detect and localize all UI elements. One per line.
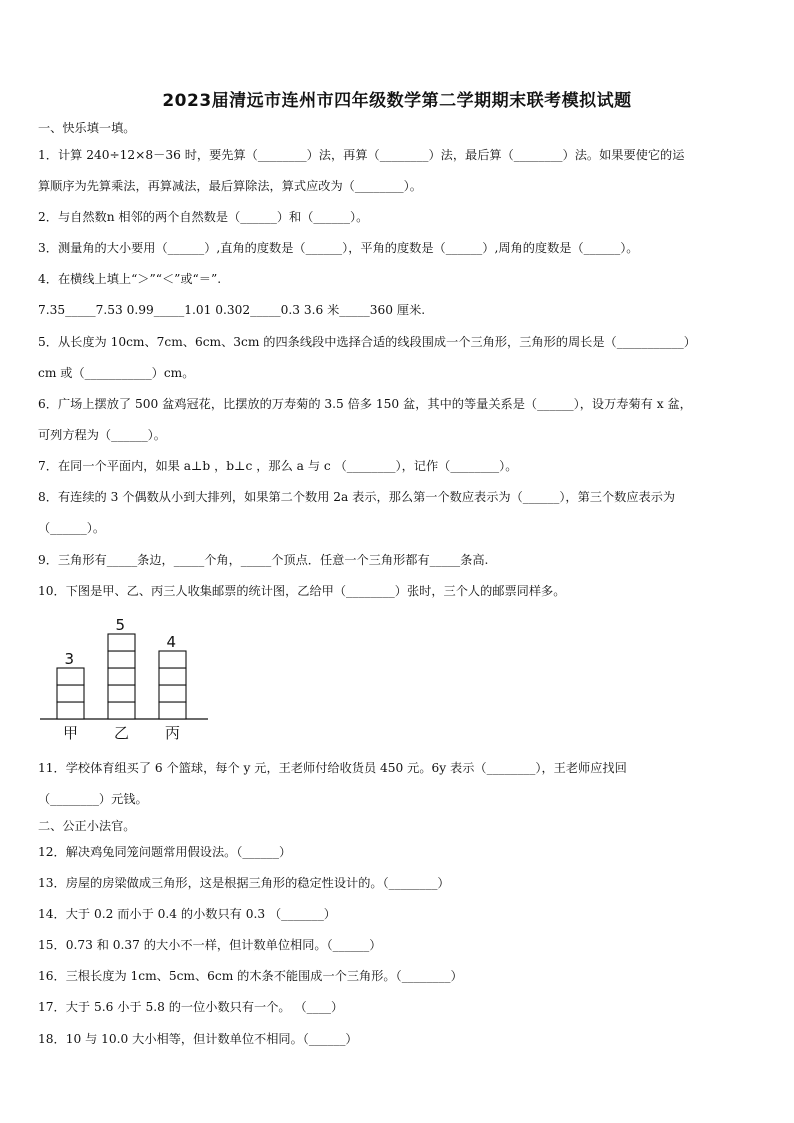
question-6-line-2: 可列方程为（______）。 bbox=[38, 428, 166, 442]
question-3: 3．测量角的大小要用（______）,直角的度数是（______），平角的度数是（______）,周角的度数是（______）。 bbox=[38, 241, 639, 255]
question-11-line-1: 11．学校体育组买了 6 个篮球，每个 y 元，王老师付给收货员 450 元。6y 表示（________），王老师应找回 bbox=[38, 761, 627, 775]
bar-cell-3-4 bbox=[159, 651, 186, 668]
question-17: 17．大于 5.6 小于 5.8 的一位小数只有一个。 （____） bbox=[38, 1000, 344, 1014]
question-6-line-1: 6．广场上摆放了 500 盆鸡冠花，比摆放的万寿菊的 3.5 倍多 150 盆，其中的等量关系是（______），设万寿菊有 x 盆， bbox=[38, 397, 692, 411]
bar-cell-1-1 bbox=[57, 702, 84, 719]
question-18: 18．10 与 10.0 大小相等，但计数单位不相同。（______） bbox=[38, 1032, 358, 1046]
question-5-line-2: cm 或（___________）cm。 bbox=[38, 366, 195, 380]
page-title: 2023届清远市连州市四年级数学第二学期期末联考模拟试题 bbox=[162, 91, 632, 111]
question-13: 13．房屋的房梁做成三角形，这是根据三角形的稳定性设计的。（________） bbox=[38, 876, 450, 890]
question-2: 2．与自然数n 相邻的两个自然数是（______）和（______）。 bbox=[38, 210, 369, 224]
question-5-line-1: 5．从长度为 10cm、7cm、6cm、3cm 的四条线段中选择合适的线段围成一个三角形，三角形的周长是（___________） bbox=[38, 335, 696, 349]
bar-cell-2-4 bbox=[108, 651, 135, 668]
bar-cell-1-3 bbox=[57, 668, 84, 685]
question-16: 16．三根长度为 1cm、5cm、6cm 的木条不能围成一个三角形。（________） bbox=[38, 969, 463, 983]
bar-cell-3-1 bbox=[159, 702, 186, 719]
category-label-3: 丙 bbox=[164, 724, 181, 742]
bar-cell-2-2 bbox=[108, 685, 135, 702]
bar-cell-3-2 bbox=[159, 685, 186, 702]
category-label-1: 甲 bbox=[62, 724, 79, 742]
question-14: 14．大于 0.2 而小于 0.4 的小数只有 0.3 （_______） bbox=[38, 907, 336, 921]
question-9: 9．三角形有_____条边，_____个角，_____个顶点．任意一个三角形都有_____条高. bbox=[38, 553, 489, 567]
question-8-line-2: （______）。 bbox=[38, 521, 106, 535]
stamp-bar-chart-svg bbox=[40, 614, 212, 744]
stamp-bar-chart bbox=[40, 614, 212, 744]
question-10: 10．下图是甲、乙、丙三人收集邮票的统计图，乙给甲（________）张时，三个人的邮票同样多。 bbox=[38, 584, 566, 598]
question-1-line-1: 1．计算 240÷12×8－36 时，要先算（________）法，再算（________）法，最后算（________）法。如果要使它的运 bbox=[38, 148, 685, 162]
question-15: 15．0.73 和 0.37 的大小不一样，但计数单位相同。（______） bbox=[38, 938, 382, 952]
bar-cell-2-1 bbox=[108, 702, 135, 719]
bar-cell-3-3 bbox=[159, 668, 186, 685]
bar-cell-2-3 bbox=[108, 668, 135, 685]
question-1-line-2: 算顺序为先算乘法，再算减法，最后算除法，算式应改为（________）。 bbox=[38, 179, 422, 193]
question-8-line-1: 8．有连续的 3 个偶数从小到大排列，如果第二个数用 2a 表示，那么第一个数应表示为（______），第三个数应表示为 bbox=[38, 490, 676, 504]
question-11-line-2: （________）元钱。 bbox=[38, 792, 148, 806]
bar-value-label-3: 4 bbox=[166, 633, 177, 651]
bar-cell-2-5 bbox=[108, 634, 135, 651]
question-12: 12．解决鸡兔同笼问题常用假设法。（______） bbox=[38, 845, 292, 859]
question-4: 4．在横线上填上“＞”“＜”或“＝”. bbox=[38, 272, 222, 286]
bar-value-label-1: 3 bbox=[64, 650, 75, 668]
bar-cell-1-2 bbox=[57, 685, 84, 702]
section-heading-2: 二、公正小法官。 bbox=[38, 819, 136, 833]
bar-value-label-2: 5 bbox=[115, 616, 126, 634]
question-7: 7．在同一个平面内，如果 a⊥b ，b⊥c ，那么 a 与 c （________），记作（________）。 bbox=[38, 459, 518, 473]
category-label-2: 乙 bbox=[113, 724, 130, 742]
question-4-items: 7.35_____7.53 0.99_____1.01 0.302_____0.3 3.6 米_____360 厘米. bbox=[38, 303, 426, 317]
section-heading-1: 一、快乐填一填。 bbox=[38, 121, 136, 135]
